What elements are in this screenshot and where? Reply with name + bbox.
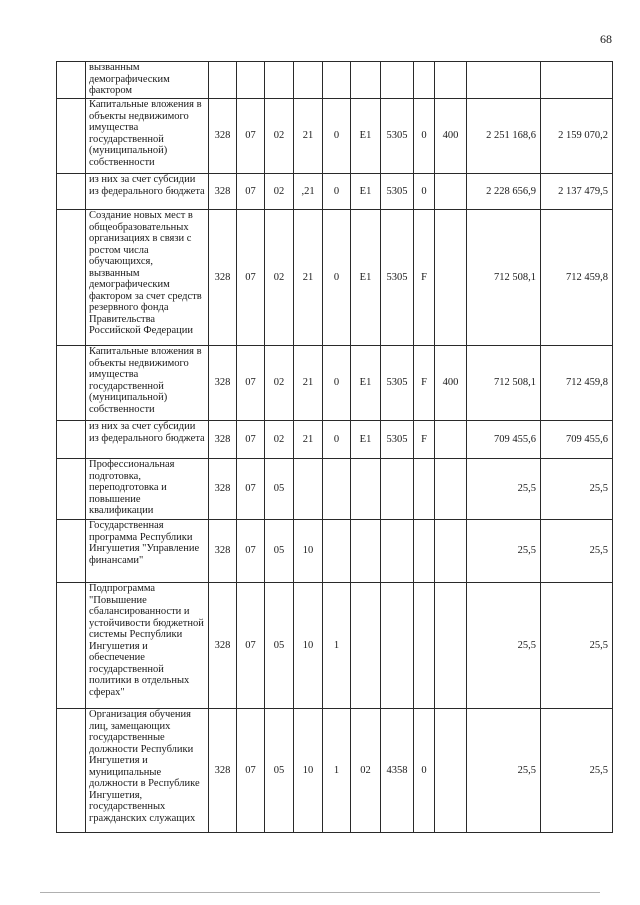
table-row (57, 709, 613, 833)
expense-type-cell (435, 62, 467, 99)
section-cell: 07 (237, 709, 265, 833)
row-marker-cell (57, 459, 86, 520)
description-cell: Организация обучения лиц, замещающих государственные должности Республики Ингушетия и муниципальные должности в Республике Ингушетия, государственных гражданских служащих (86, 709, 209, 833)
subsection-cell: 02 (265, 421, 294, 459)
subsection-cell: 05 (265, 709, 294, 833)
description-cell: Капитальные вложения в объекты недвижимого имущества государственной (муниципальной) собственности (86, 346, 209, 421)
subdirection-cell (414, 459, 435, 520)
subsection-cell: 05 (265, 459, 294, 520)
row-marker-cell (57, 709, 86, 833)
amount-cell: 25,5 (467, 520, 541, 583)
subsection-cell (265, 62, 294, 99)
subsection-cell: 02 (265, 99, 294, 174)
table-row (57, 459, 613, 520)
subsection-cell: 05 (265, 583, 294, 709)
section-cell (237, 62, 265, 99)
expense-type-cell (435, 174, 467, 210)
code-cell: 328 (209, 421, 237, 459)
program-cell: ,21 (294, 174, 323, 210)
amount-cell: 712 508,1 (467, 346, 541, 421)
table-row (57, 583, 613, 709)
program-cell: 10 (294, 583, 323, 709)
subprogram-cell (323, 62, 351, 99)
expense-type-cell (435, 421, 467, 459)
subprogram-cell: 1 (323, 709, 351, 833)
amount-cell: 25,5 (467, 583, 541, 709)
code-cell: 328 (209, 459, 237, 520)
amount-cell: 25,5 (467, 709, 541, 833)
direction-cell (381, 583, 414, 709)
event-cell: E1 (351, 210, 381, 346)
row-marker-cell (57, 99, 86, 174)
code-cell: 328 (209, 346, 237, 421)
description-cell: Капитальные вложения в объекты недвижимого имущества государственной (муниципальной) собственности (86, 99, 209, 174)
event-cell (351, 520, 381, 583)
expense-type-cell (435, 459, 467, 520)
subprogram-cell: 0 (323, 174, 351, 210)
code-cell: 328 (209, 174, 237, 210)
event-cell: E1 (351, 99, 381, 174)
program-cell (294, 459, 323, 520)
direction-cell (381, 520, 414, 583)
expense-type-cell (435, 583, 467, 709)
section-cell: 07 (237, 174, 265, 210)
code-cell (209, 62, 237, 99)
program-cell: 10 (294, 520, 323, 583)
event-cell: E1 (351, 346, 381, 421)
section-cell: 07 (237, 583, 265, 709)
page-number: 68 (600, 32, 612, 46)
amount-executed-cell: 712 459,8 (541, 210, 613, 346)
table-row (57, 62, 613, 99)
table-row (57, 346, 613, 421)
row-marker-cell (57, 583, 86, 709)
section-cell: 07 (237, 346, 265, 421)
event-cell: E1 (351, 421, 381, 459)
event-cell: 02 (351, 709, 381, 833)
subprogram-cell: 0 (323, 99, 351, 174)
amount-executed-cell (541, 62, 613, 99)
amount-executed-cell: 25,5 (541, 709, 613, 833)
code-cell: 328 (209, 583, 237, 709)
subdirection-cell: 0 (414, 174, 435, 210)
table-row (57, 99, 613, 174)
code-cell: 328 (209, 99, 237, 174)
direction-cell: 5305 (381, 346, 414, 421)
amount-executed-cell: 2 159 070,2 (541, 99, 613, 174)
description-cell: Государственная программа Республики Ингушетия "Управление финансами" (86, 520, 209, 583)
amount-cell: 2 228 656,9 (467, 174, 541, 210)
subdirection-cell: F (414, 346, 435, 421)
amount-executed-cell: 25,5 (541, 583, 613, 709)
amount-executed-cell: 25,5 (541, 520, 613, 583)
subprogram-cell: 0 (323, 421, 351, 459)
subdirection-cell (414, 520, 435, 583)
description-cell: из них за счет субсидии из федерального бюджета (86, 174, 209, 210)
row-marker-cell (57, 346, 86, 421)
event-cell (351, 62, 381, 99)
subdirection-cell (414, 62, 435, 99)
direction-cell: 5305 (381, 421, 414, 459)
subprogram-cell: 0 (323, 346, 351, 421)
subdirection-cell: 0 (414, 709, 435, 833)
expense-type-cell: 400 (435, 99, 467, 174)
section-cell: 07 (237, 520, 265, 583)
row-marker-cell (57, 174, 86, 210)
subsection-cell: 05 (265, 520, 294, 583)
subprogram-cell (323, 459, 351, 520)
code-cell: 328 (209, 210, 237, 346)
row-marker-cell (57, 520, 86, 583)
table-row (57, 210, 613, 346)
subdirection-cell (414, 583, 435, 709)
direction-cell: 5305 (381, 210, 414, 346)
program-cell: 21 (294, 421, 323, 459)
amount-cell: 709 455,6 (467, 421, 541, 459)
amount-executed-cell: 2 137 479,5 (541, 174, 613, 210)
row-marker-cell (57, 421, 86, 459)
amount-executed-cell: 709 455,6 (541, 421, 613, 459)
program-cell: 21 (294, 99, 323, 174)
subprogram-cell: 0 (323, 210, 351, 346)
row-marker-cell (57, 210, 86, 346)
amount-cell (467, 62, 541, 99)
section-cell: 07 (237, 421, 265, 459)
event-cell (351, 583, 381, 709)
subprogram-cell: 1 (323, 583, 351, 709)
event-cell: E1 (351, 174, 381, 210)
subdirection-cell: F (414, 421, 435, 459)
bottom-divider (40, 892, 600, 893)
table-row (57, 421, 613, 459)
amount-executed-cell: 25,5 (541, 459, 613, 520)
subprogram-cell (323, 520, 351, 583)
section-cell: 07 (237, 210, 265, 346)
program-cell: 21 (294, 210, 323, 346)
amount-executed-cell: 712 459,8 (541, 346, 613, 421)
code-cell: 328 (209, 709, 237, 833)
direction-cell: 5305 (381, 174, 414, 210)
direction-cell: 5305 (381, 99, 414, 174)
subsection-cell: 02 (265, 210, 294, 346)
code-cell: 328 (209, 520, 237, 583)
expense-type-cell: 400 (435, 346, 467, 421)
event-cell (351, 459, 381, 520)
subsection-cell: 02 (265, 346, 294, 421)
subdirection-cell: F (414, 210, 435, 346)
description-cell: Создание новых мест в общеобразовательных организациях в связи с ростом числа обучающихся, вызванным демографическим фактором за счет средств резервного фонда Правительства Российской Федерации (86, 210, 209, 346)
amount-cell: 25,5 (467, 459, 541, 520)
table-row (57, 520, 613, 583)
subdirection-cell: 0 (414, 99, 435, 174)
direction-cell: 4358 (381, 709, 414, 833)
description-cell: Профессиональная подготовка, переподготовка и повышение квалификации (86, 459, 209, 520)
description-cell: Подпрограмма "Повышение сбалансированности и устойчивости бюджетной системы Республики Ингушетия и обеспечение государственной политики в отдельных сферах" (86, 583, 209, 709)
description-cell: из них за счет субсидии из федерального бюджета (86, 421, 209, 459)
row-marker-cell (57, 62, 86, 99)
expense-type-cell (435, 709, 467, 833)
expense-type-cell (435, 520, 467, 583)
direction-cell (381, 62, 414, 99)
subsection-cell: 02 (265, 174, 294, 210)
description-cell: вызванным демографическим фактором (86, 62, 209, 99)
direction-cell (381, 459, 414, 520)
expense-type-cell (435, 210, 467, 346)
program-cell (294, 62, 323, 99)
amount-cell: 2 251 168,6 (467, 99, 541, 174)
section-cell: 07 (237, 99, 265, 174)
budget-table (56, 61, 613, 833)
amount-cell: 712 508,1 (467, 210, 541, 346)
program-cell: 21 (294, 346, 323, 421)
section-cell: 07 (237, 459, 265, 520)
program-cell: 10 (294, 709, 323, 833)
table-row (57, 174, 613, 210)
